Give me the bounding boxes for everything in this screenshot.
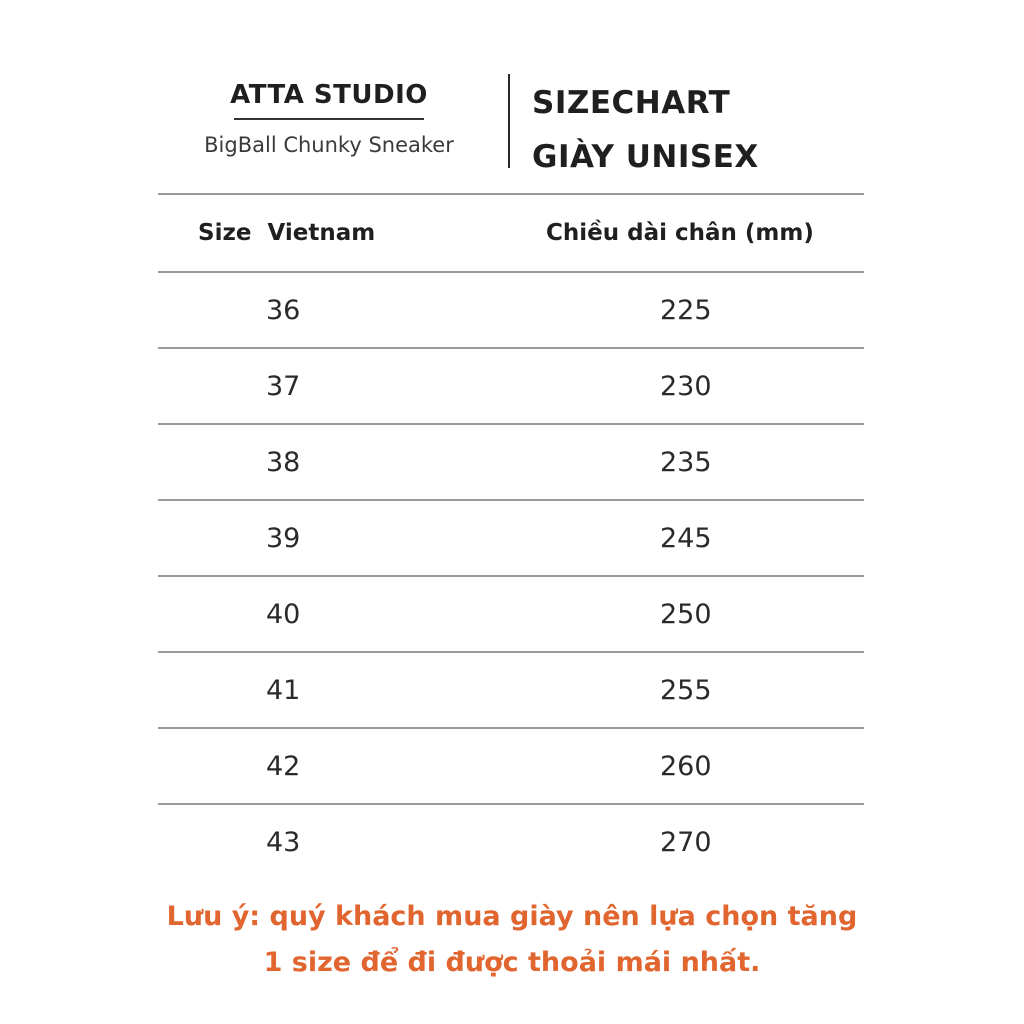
title-line-2: GIÀY UNISEX	[532, 139, 759, 175]
size-table	[158, 193, 864, 879]
table-row	[158, 349, 864, 423]
brand-underline	[234, 118, 424, 120]
length-cell: 260	[660, 750, 712, 782]
table-row	[158, 653, 864, 727]
size-cell: 40	[266, 598, 301, 630]
table-row	[158, 273, 864, 347]
length-cell: 225	[660, 294, 712, 326]
table-row	[158, 805, 864, 879]
size-cell: 37	[266, 370, 301, 402]
length-cell: 255	[660, 674, 712, 706]
size-cell: 36	[266, 294, 301, 326]
size-cell: 38	[266, 446, 301, 478]
brand-subtitle: BigBall Chunky Sneaker	[204, 133, 454, 157]
length-cell: 235	[660, 446, 712, 478]
header-size-vietnam: Size Vietnam	[198, 220, 376, 246]
table-row	[158, 577, 864, 651]
table-row	[158, 425, 864, 499]
note-line-2: 1 size để đi được thoải mái nhất.	[263, 947, 761, 978]
brand-block	[188, 78, 470, 158]
table-header-row	[158, 195, 864, 271]
header-divider	[508, 74, 510, 168]
page-title	[532, 76, 759, 184]
size-cell: 41	[266, 674, 301, 706]
note-line-1: Lưu ý: quý khách mua giày nên lựa chọn tăng	[166, 901, 858, 932]
length-cell: 250	[660, 598, 712, 630]
size-cell: 39	[266, 522, 301, 554]
length-cell: 270	[660, 826, 712, 858]
size-cell: 43	[266, 826, 301, 858]
table-row	[158, 729, 864, 803]
header-foot-length: Chiều dài chân (mm)	[546, 220, 814, 246]
length-cell: 245	[660, 522, 712, 554]
length-cell: 230	[660, 370, 712, 402]
sizing-note	[112, 894, 912, 986]
table-row	[158, 501, 864, 575]
title-line-1: SIZECHART	[532, 85, 731, 121]
brand-name: ATTA STUDIO	[230, 80, 428, 110]
size-cell: 42	[266, 750, 301, 782]
